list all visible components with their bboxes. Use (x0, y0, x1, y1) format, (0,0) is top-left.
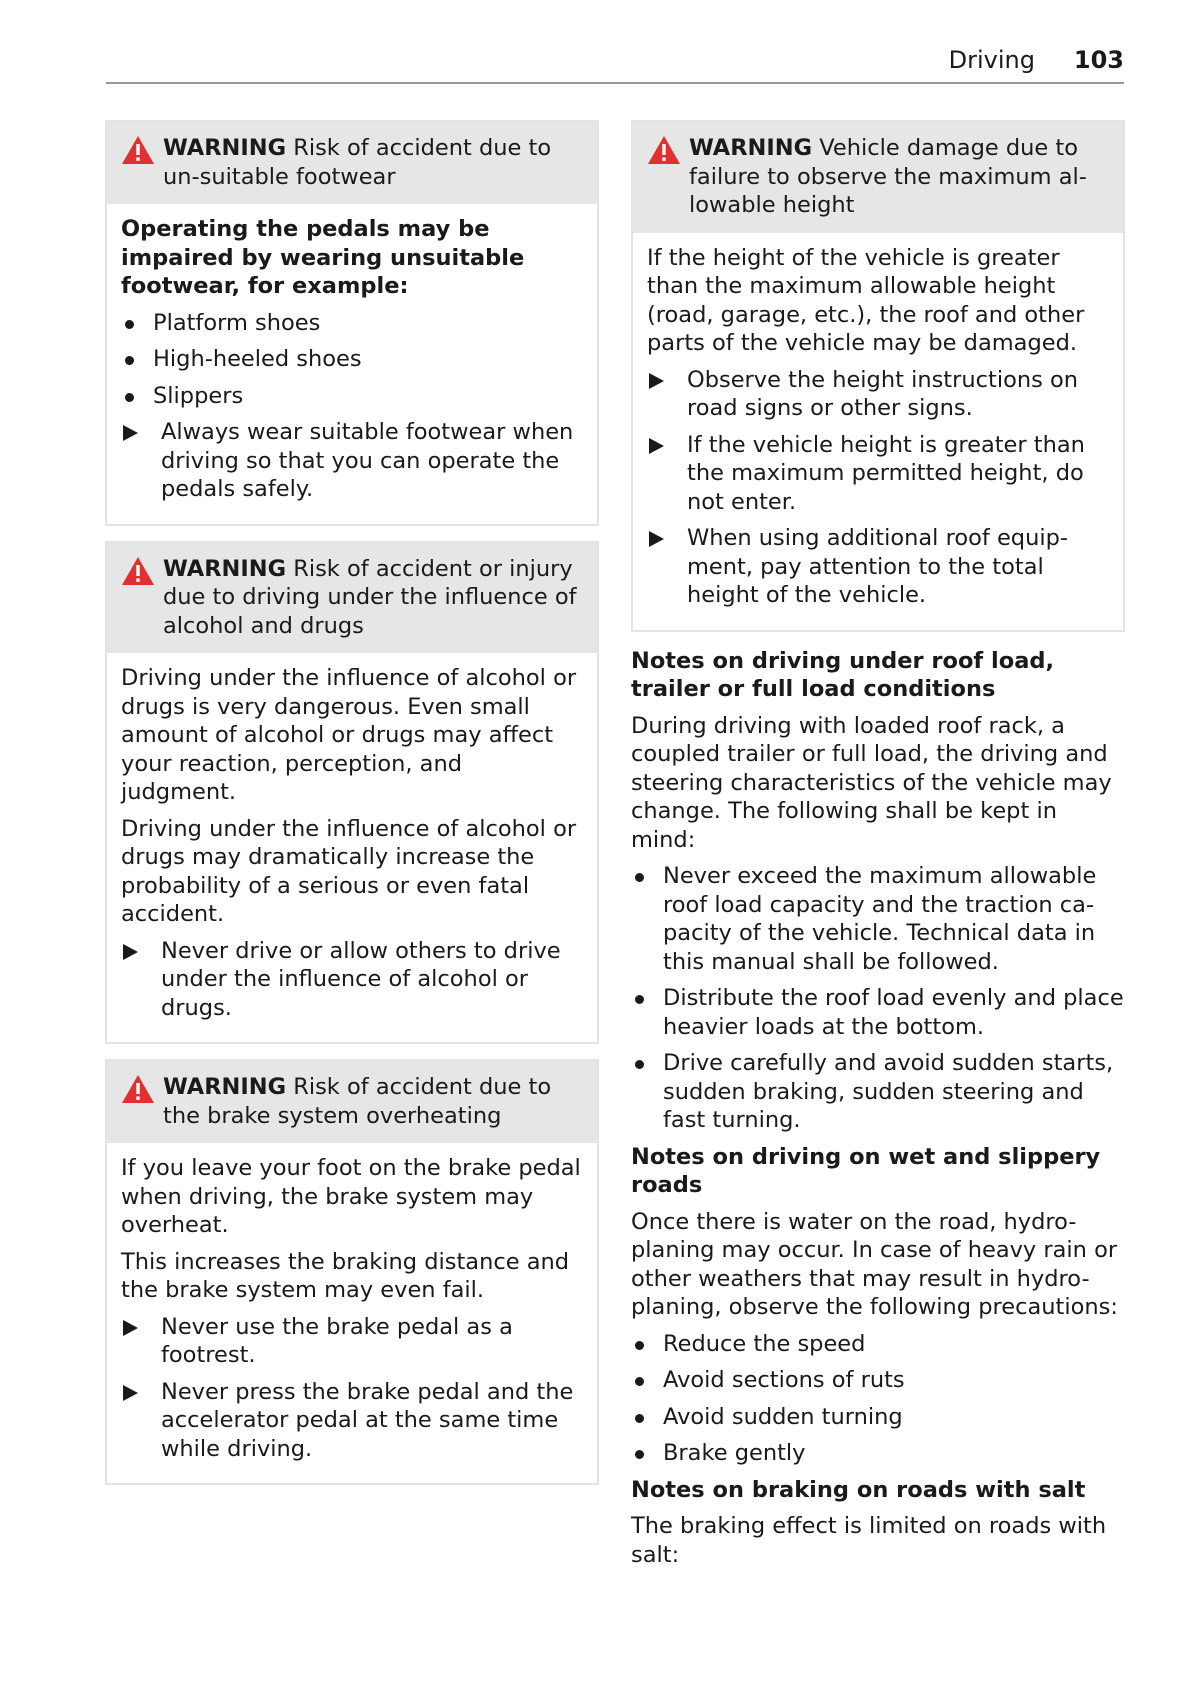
action-item: Never use the brake pedal as a footrest. (121, 1313, 583, 1370)
warning-triangle-icon (121, 1074, 155, 1104)
list-item: Reduce the speed (631, 1330, 1125, 1359)
warning-title: Vehicle damage due to failure to observe the maximum al-lowable height (689, 135, 1087, 218)
warning-keyword: WARNING (689, 135, 813, 161)
footwear-list (121, 309, 583, 504)
list-item: Never exceed the maximum allowable roof load capacity and the traction ca-pacity of the vehicle. Technical data in this manual shall be followed. (631, 862, 1125, 976)
warning-title: Risk of accident due to the brake system overheating (163, 1074, 552, 1129)
section-heading-wet-roads: Notes on driving on wet and slippery roads (631, 1143, 1101, 1198)
warning-header (107, 543, 597, 654)
warning-paragraph: Driving under the influence of alcohol or drugs may dramatically increase the probability of a serious or even fatal accident. (121, 815, 577, 927)
warning-box-alcohol (105, 541, 599, 1045)
warning-paragraph: This increases the braking distance and the brake system may even fail. (121, 1248, 570, 1303)
left-column (105, 120, 599, 1500)
warning-box-height (631, 120, 1125, 632)
page-header (106, 44, 1124, 84)
list-item: Platform shoes (121, 309, 583, 338)
list-item: Avoid sudden turning (631, 1403, 1125, 1432)
warning-intro: Operating the pedals may be impaired by wearing unsuitable footwear, for example: (121, 216, 525, 299)
list-item: Distribute the roof load evenly and place heavier loads at the bottom. (631, 984, 1125, 1041)
warning-header (633, 122, 1123, 233)
action-item: Observe the height instructions on road signs or other signs. (647, 366, 1109, 423)
list-item: Avoid sections of ruts (631, 1366, 1125, 1395)
warning-triangle-icon (121, 556, 155, 586)
roof-load-list (631, 862, 1125, 1135)
warning-paragraph: Driving under the influence of alcohol or drugs is very dangerous. Even small amount of alcohol or drugs may affect your reaction, perception, and judgment. (121, 665, 577, 805)
page-number: 103 (1073, 46, 1124, 74)
warning-box-footwear (105, 120, 599, 526)
action-list (121, 1313, 583, 1464)
section-text: During driving with loaded roof rack, a coupled trailer or full load, the driving and steering characteristics of the vehicle may change. The following shall be kept in mind: (631, 712, 1112, 853)
section-heading-roof-load: Notes on driving under roof load, trailer or full load conditions (631, 647, 1055, 702)
section-text: The braking effect is limited on roads with salt: (631, 1513, 1107, 1568)
warning-paragraph: If you leave your foot on the brake pedal when driving, the brake system may overheat. (121, 1155, 581, 1238)
warning-paragraph: If the height of the vehicle is greater than the maximum allowable height (road, garage, etc.), the roof and other parts of the vehicle may be damaged. (647, 244, 1085, 356)
action-item: When using additional roof equip-ment, pay attention to the total height of the vehicle. (647, 524, 1109, 610)
warning-body (633, 233, 1123, 630)
action-item: If the vehicle height is greater than the maximum permitted height, do not enter. (647, 431, 1109, 517)
action-item: Never press the brake pedal and the accelerator pedal at the same time while driving. (121, 1378, 583, 1464)
warning-header (107, 1061, 597, 1143)
warning-body (107, 653, 597, 1042)
warning-triangle-icon (121, 135, 155, 165)
warning-header (107, 122, 597, 204)
action-item: Never drive or allow others to drive under the influence of alcohol or drugs. (121, 937, 583, 1023)
list-item: Brake gently (631, 1439, 1125, 1468)
wet-roads-list (631, 1330, 1125, 1468)
list-item: Slippers (121, 382, 583, 411)
section-heading-salt-roads: Notes on braking on roads with salt (631, 1476, 1086, 1503)
section-title: Driving (948, 46, 1035, 74)
section-text: Once there is water on the road, hydro-planing may occur. In case of heavy rain or other weathers that may result in hydro-planing, observe the following precautions: (631, 1208, 1118, 1320)
right-column (631, 120, 1125, 1577)
warning-keyword: WARNING (163, 1074, 287, 1100)
warning-keyword: WARNING (163, 135, 287, 161)
action-list (121, 937, 583, 1023)
warning-title: Risk of accident or injury due to driving under the influence of alcohol and drugs (163, 555, 577, 639)
warning-body (107, 204, 597, 524)
warning-title: Risk of accident due to un-suitable footwear (163, 135, 552, 190)
action-item: Always wear suitable footwear when driving so that you can operate the pedals safely. (121, 418, 583, 504)
list-item: Drive carefully and avoid sudden starts, sudden braking, sudden steering and fast turning. (631, 1049, 1125, 1135)
warning-triangle-icon (647, 135, 681, 165)
action-list (647, 366, 1109, 610)
warning-body (107, 1143, 597, 1483)
list-item: High-heeled shoes (121, 345, 583, 374)
warning-keyword: WARNING (163, 555, 287, 582)
warning-box-brake (105, 1059, 599, 1485)
